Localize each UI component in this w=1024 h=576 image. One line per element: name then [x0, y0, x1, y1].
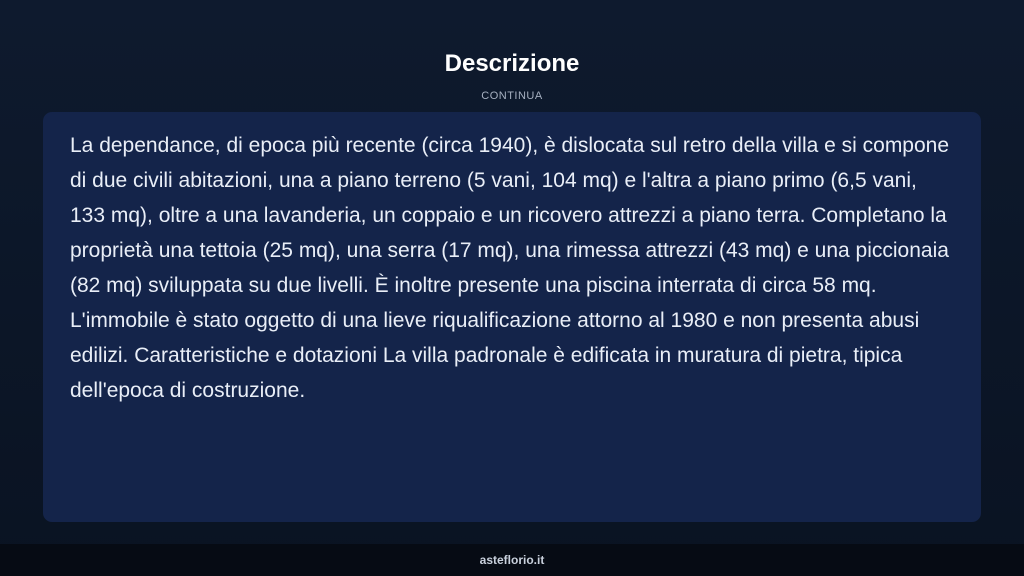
- footer-bar: [0, 544, 1024, 576]
- footer-site-label: asteflorio.it: [479, 553, 545, 567]
- page-subtitle: CONTINUA: [481, 90, 543, 102]
- description-card: [43, 112, 981, 522]
- description-text: La dependance, di epoca più recente (circa 1940), è dislocata sul retro della villa e si compone di due civili abitazioni, una a piano terreno (5 vani, 104 mq) e l'altra a piano primo (6,5 vani, 133 mq), oltre a una lavanderia, un coppaio e un ricovero attrezzi a piano terra. Completano la proprietà una tettoia (25 mq), una serra (17 mq), una rimessa attrezzi (43 mq) e una piccionaia (82 mq) sviluppata su due livelli. È inoltre presente una piscina interrata di circa 58 mq. L'immobile è stato oggetto di una lieve riqualificazione attorno al 1980 e non presenta abusi edilizi. Caratteristiche e dotazioni La villa padronale è edificata in muratura di pietra, tipica dell'epoca di costruzione.: [70, 134, 950, 402]
- page-title: Descrizione: [444, 50, 580, 77]
